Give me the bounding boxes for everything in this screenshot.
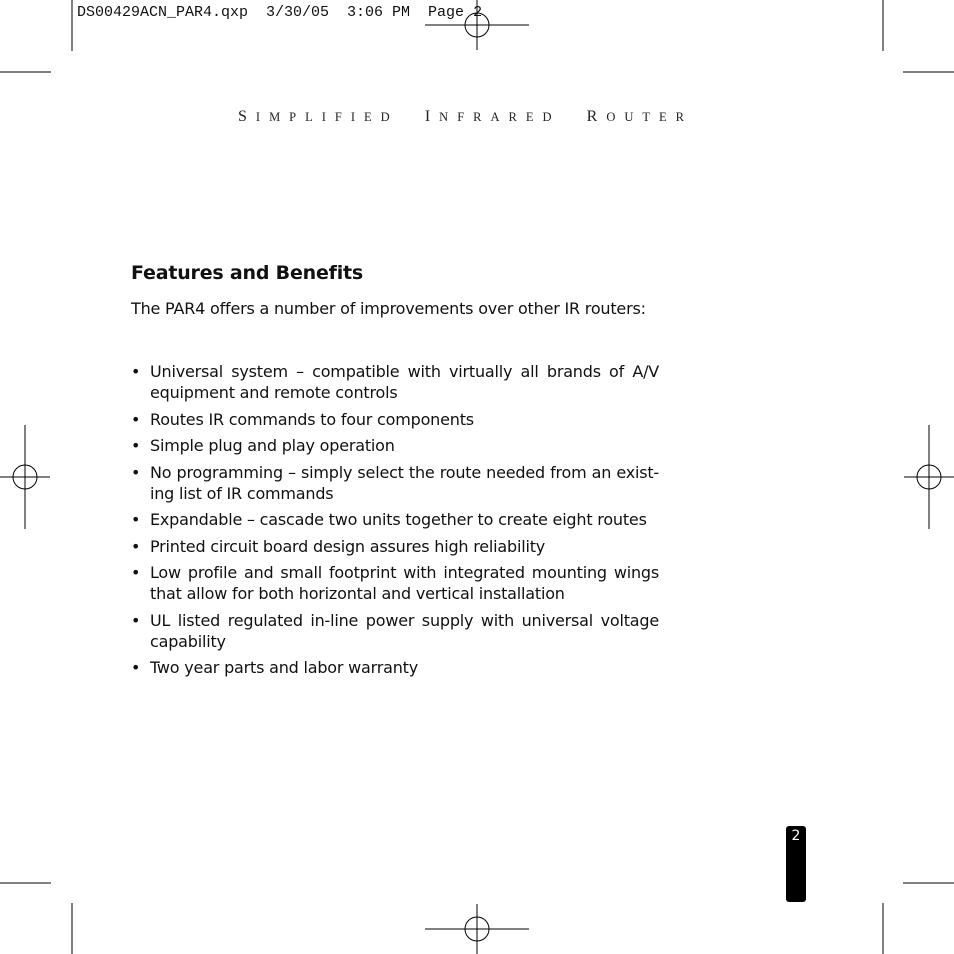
list-item: • Routes IR commands to four components: [131, 409, 474, 429]
running-head-word: ROUTER: [586, 108, 693, 125]
list-item: • Two year parts and labor warranty: [131, 658, 419, 677]
running-head: [238, 108, 693, 126]
running-head-word: SIMPLIFIED: [238, 108, 399, 125]
bullet-icon: •: [131, 658, 141, 677]
bullet-icon: •: [131, 462, 141, 482]
list-item: • UL listed regulated in-line power supply with universal voltage capability: [131, 610, 659, 651]
bullet-icon: •: [131, 563, 141, 582]
running-head-word: INFRARED: [424, 108, 561, 125]
registration-mark-right: [904, 425, 954, 529]
registration-mark-left: [0, 425, 50, 529]
section-heading: Features and Benefits: [131, 262, 364, 284]
bullet-icon: •: [131, 362, 141, 381]
list-item: • Universal system – compatible with virtually all brands of A/V equipment and remote controls: [131, 362, 659, 402]
bullet-icon: •: [131, 610, 141, 630]
section-intro: The PAR4 offers a number of improvements over other IR routers:: [131, 299, 646, 318]
features-list: [131, 361, 659, 684]
bullet-icon: •: [131, 409, 141, 429]
list-item: • Simple plug and play operation: [131, 436, 395, 455]
page-number: 2: [791, 828, 801, 844]
page-number-tab: [786, 826, 806, 902]
list-item: • Printed circuit board design assures high reliability: [131, 536, 546, 556]
registration-mark-bottom: [425, 904, 529, 954]
bullet-icon: •: [131, 536, 141, 556]
list-item: • Expandable – cascade two units together to create eight routes: [131, 510, 647, 529]
print-slug: DS00429ACN_PAR4.qxp 3/30/05 3:06 PM Page 2: [77, 4, 483, 21]
list-item: • Low profile and small footprint with integrated mounting wings that allow for both horizontal and vertical installation: [131, 563, 659, 603]
list-item: • No programming – simply select the route needed from an exist-ing list of IR commands: [131, 462, 659, 503]
bullet-icon: •: [131, 436, 141, 455]
bullet-icon: •: [131, 510, 141, 529]
